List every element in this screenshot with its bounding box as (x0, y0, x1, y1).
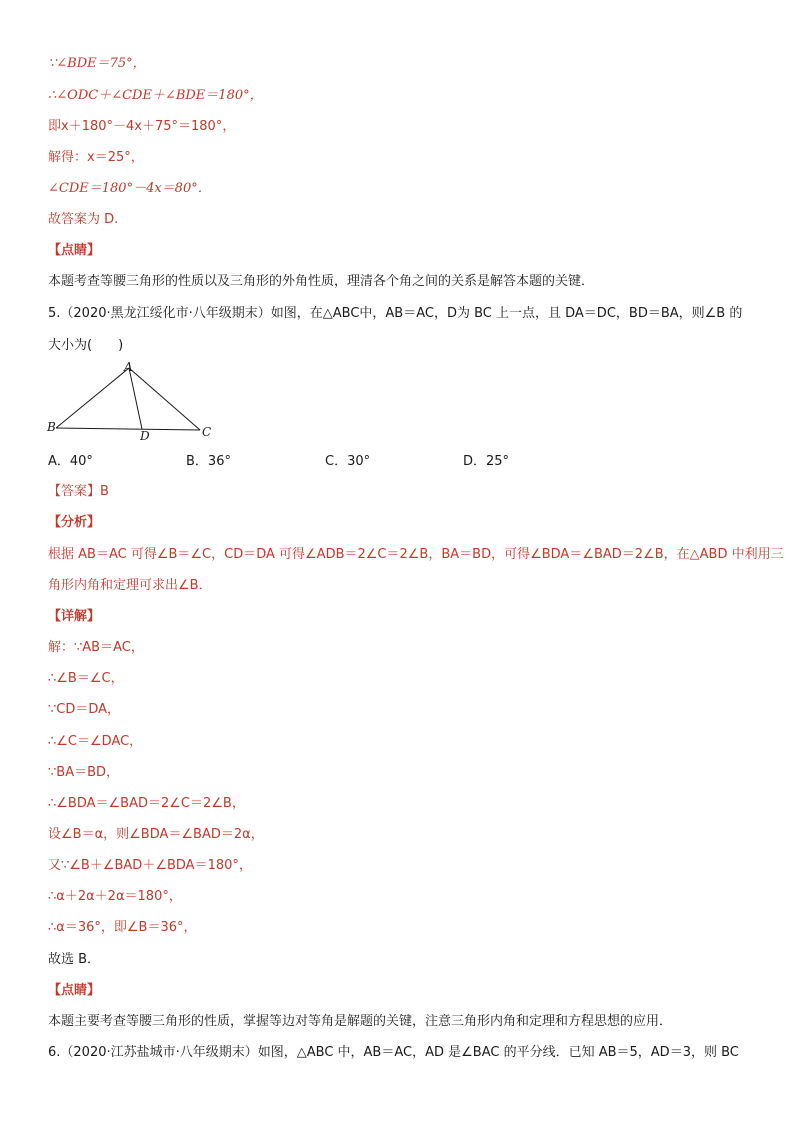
detail-line: ∴α＋2α＋2α＝180°， (48, 889, 182, 904)
solution-line: ∴∠ODC＋∠CDE＋∠BDE＝180°， (48, 88, 263, 103)
detail-line: ∵BA＝BD， (48, 765, 120, 780)
option-d: D．25° (463, 454, 510, 469)
option-a: A．40° (48, 454, 93, 469)
detail-line: 又∵∠B＋∠BAD＋∠BDA＝180°， (48, 858, 252, 873)
solution-line: 即x＋180°－4x＋75°＝180°， (48, 119, 236, 134)
section-heading: 【点睛】 (48, 243, 101, 258)
options-row (48, 450, 748, 470)
option-b: B．36° (186, 454, 231, 469)
question-5-text-cont: 大小为( ) (48, 338, 124, 353)
option-c: C．30° (325, 454, 371, 469)
label-d: D (140, 429, 150, 443)
solution-line: 解得：x＝25°， (48, 150, 144, 165)
comment-heading: 【点睛】 (48, 983, 101, 998)
triangle-figure (44, 360, 224, 446)
detail-line: ∴∠BDA＝∠BAD＝2∠C＝2∠B， (48, 796, 245, 811)
analysis-text-cont: 角形内角和定理可求出∠B． (48, 578, 212, 593)
answer-heading: 【答案】B (48, 484, 109, 499)
detail-line: 设∠B＝α，则∠BDA＝∠BAD＝2α， (48, 827, 264, 842)
solution-line: ∵∠BDE＝75°， (48, 56, 146, 71)
analysis-heading: 【分析】 (48, 515, 101, 530)
comment-text: 本题考查等腰三角形的性质以及三角形的外角性质，理清各个角之间的关系是解答本题的关键． (48, 274, 595, 289)
detail-line: ∴α＝36°，即∠B＝36°， (48, 920, 197, 935)
question-6-text: 6.（2020·江苏盐城市·八年级期末）如图，△ABC 中，AB＝AC，AD 是∠BAC 的平分线．已知 AB＝5，AD＝3，则 BC (48, 1045, 739, 1060)
comment-text: 本题主要考查等腰三角形的性质，掌握等边对等角是解题的关键，注意三角形内角和定理和方程思想的应用． (48, 1014, 673, 1029)
detail-line: ∴∠B＝∠C， (48, 671, 124, 686)
detail-line: 解：∵AB＝AC， (48, 640, 144, 655)
analysis-text: 根据 AB＝AC 可得∠B＝∠C，CD＝DA 可得∠ADB＝2∠C＝2∠B，BA＝BD，可得∠BDA＝∠BAD＝2∠B，在△ABD 中利用三 (48, 547, 784, 562)
question-5-text: 5.（2020·黑龙江绥化市·八年级期末）如图，在△ABC中，AB＝AC，D为 BC 上一点，且 DA＝DC，BD＝BA，则∠B 的 (48, 306, 743, 321)
label-b: B (47, 420, 56, 434)
detail-line: ∵CD＝DA， (48, 702, 121, 717)
solution-line: ∠CDE＝180°－4x＝80°． (48, 181, 211, 196)
detail-line: ∴∠C＝∠DAC， (48, 734, 143, 749)
final-answer: 故选 B． (48, 952, 101, 967)
label-a: A (124, 360, 133, 374)
detail-heading: 【详解】 (48, 609, 101, 624)
answer-line: 故答案为 D. (48, 212, 119, 227)
label-c: C (202, 425, 212, 439)
